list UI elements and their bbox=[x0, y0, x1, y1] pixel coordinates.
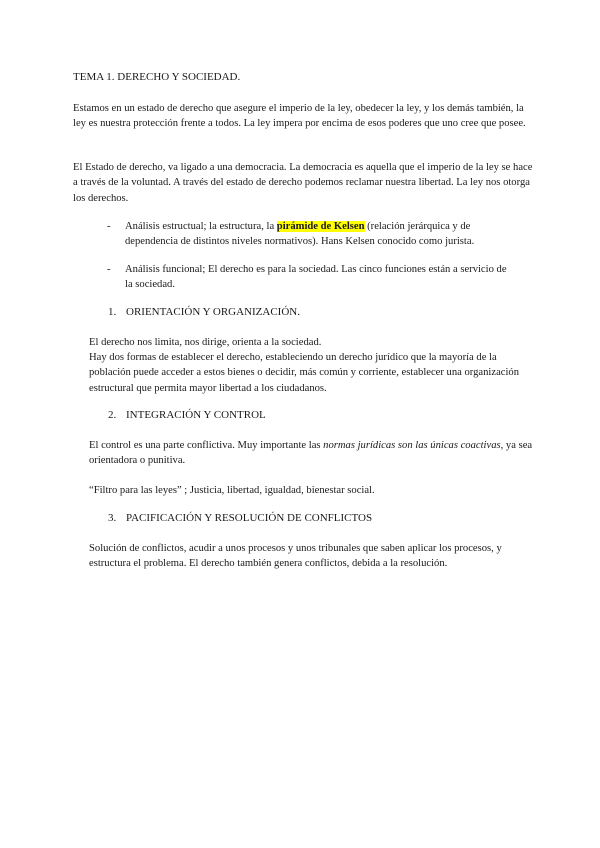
section-label: INTEGRACIÓN Y CONTROL bbox=[126, 409, 266, 421]
section-number: 2. bbox=[108, 409, 117, 421]
section-2-paragraph bbox=[89, 438, 539, 469]
section-number: 3. bbox=[108, 512, 117, 524]
document-title: TEMA 1. DERECHO Y SOCIEDAD. bbox=[73, 71, 241, 83]
section-1-line-2: Hay dos formas de establecer el derecho, estableciendo un derecho jurídico que la mayoría de la población puede acceder a estos bienes o decidir, más común y corriente, establecer una organización estructural que permita mayor libertad a los ciudadanos. bbox=[89, 352, 520, 394]
paragraph-estado-derecho: Estamos en un estado de derecho que asegure el imperio de la ley, obedecer la ley, y los demás también, la ley es nuestra protección frente a todos. La ley impera por encima de esos poderes que uno cree que posee. bbox=[73, 103, 526, 130]
section-3-paragraph: Solución de conflictos, acudir a unos procesos y unos tribunales que saben aplicar los procesos, y estructura el problema. El derecho también genera conflictos, debida a la resolución. bbox=[89, 543, 502, 570]
bullet-text-before: Análisis estructual; la estructura, la bbox=[125, 221, 277, 232]
bullet-text-after: (relación jerárquica y de dependencia de distintos niveles normativos). Hans Kelsen conocido como jurista. bbox=[125, 221, 475, 248]
bullet-text bbox=[125, 219, 507, 250]
section-2-text-before: El control es una parte conflictiva. Muy importante las bbox=[89, 440, 324, 451]
section-1-line-1: El derecho nos limita, nos dirige, orienta a la sociedad. bbox=[89, 337, 322, 348]
paragraph-democracia: El Estado de derecho, va ligado a una democracia. La democracia es aquella que el imperio de la ley se hace a través de la voluntad. A través del estado de derecho podemos reclamar nuestra libertad. La ley nos otorga los derechos. bbox=[73, 162, 533, 204]
highlighted-term: pirámide de Kelsen bbox=[276, 221, 365, 232]
section-number: 1. bbox=[108, 306, 117, 318]
bullet-dash: - bbox=[107, 264, 111, 275]
section-label: PACIFICACIÓN Y RESOLUCIÓN DE CONFLICTOS bbox=[126, 512, 373, 524]
bullet-text: Análisis funcional; El derecho es para la sociedad. Las cinco funciones están a servicio de la sociedad. bbox=[125, 264, 507, 291]
bullet-dash: - bbox=[107, 221, 111, 232]
section-label: ORIENTACIÓN Y ORGANIZACIÓN. bbox=[126, 306, 300, 318]
section-2-text-after: , ya sea orientadora o punitiva. bbox=[89, 440, 533, 467]
section-2-italic-text: normas jurídicas son las únicas coactivas bbox=[323, 440, 501, 451]
section-2-filtro-line: “Filtro para las leyes” ; Justicia, libertad, igualdad, bienestar social. bbox=[89, 485, 375, 496]
